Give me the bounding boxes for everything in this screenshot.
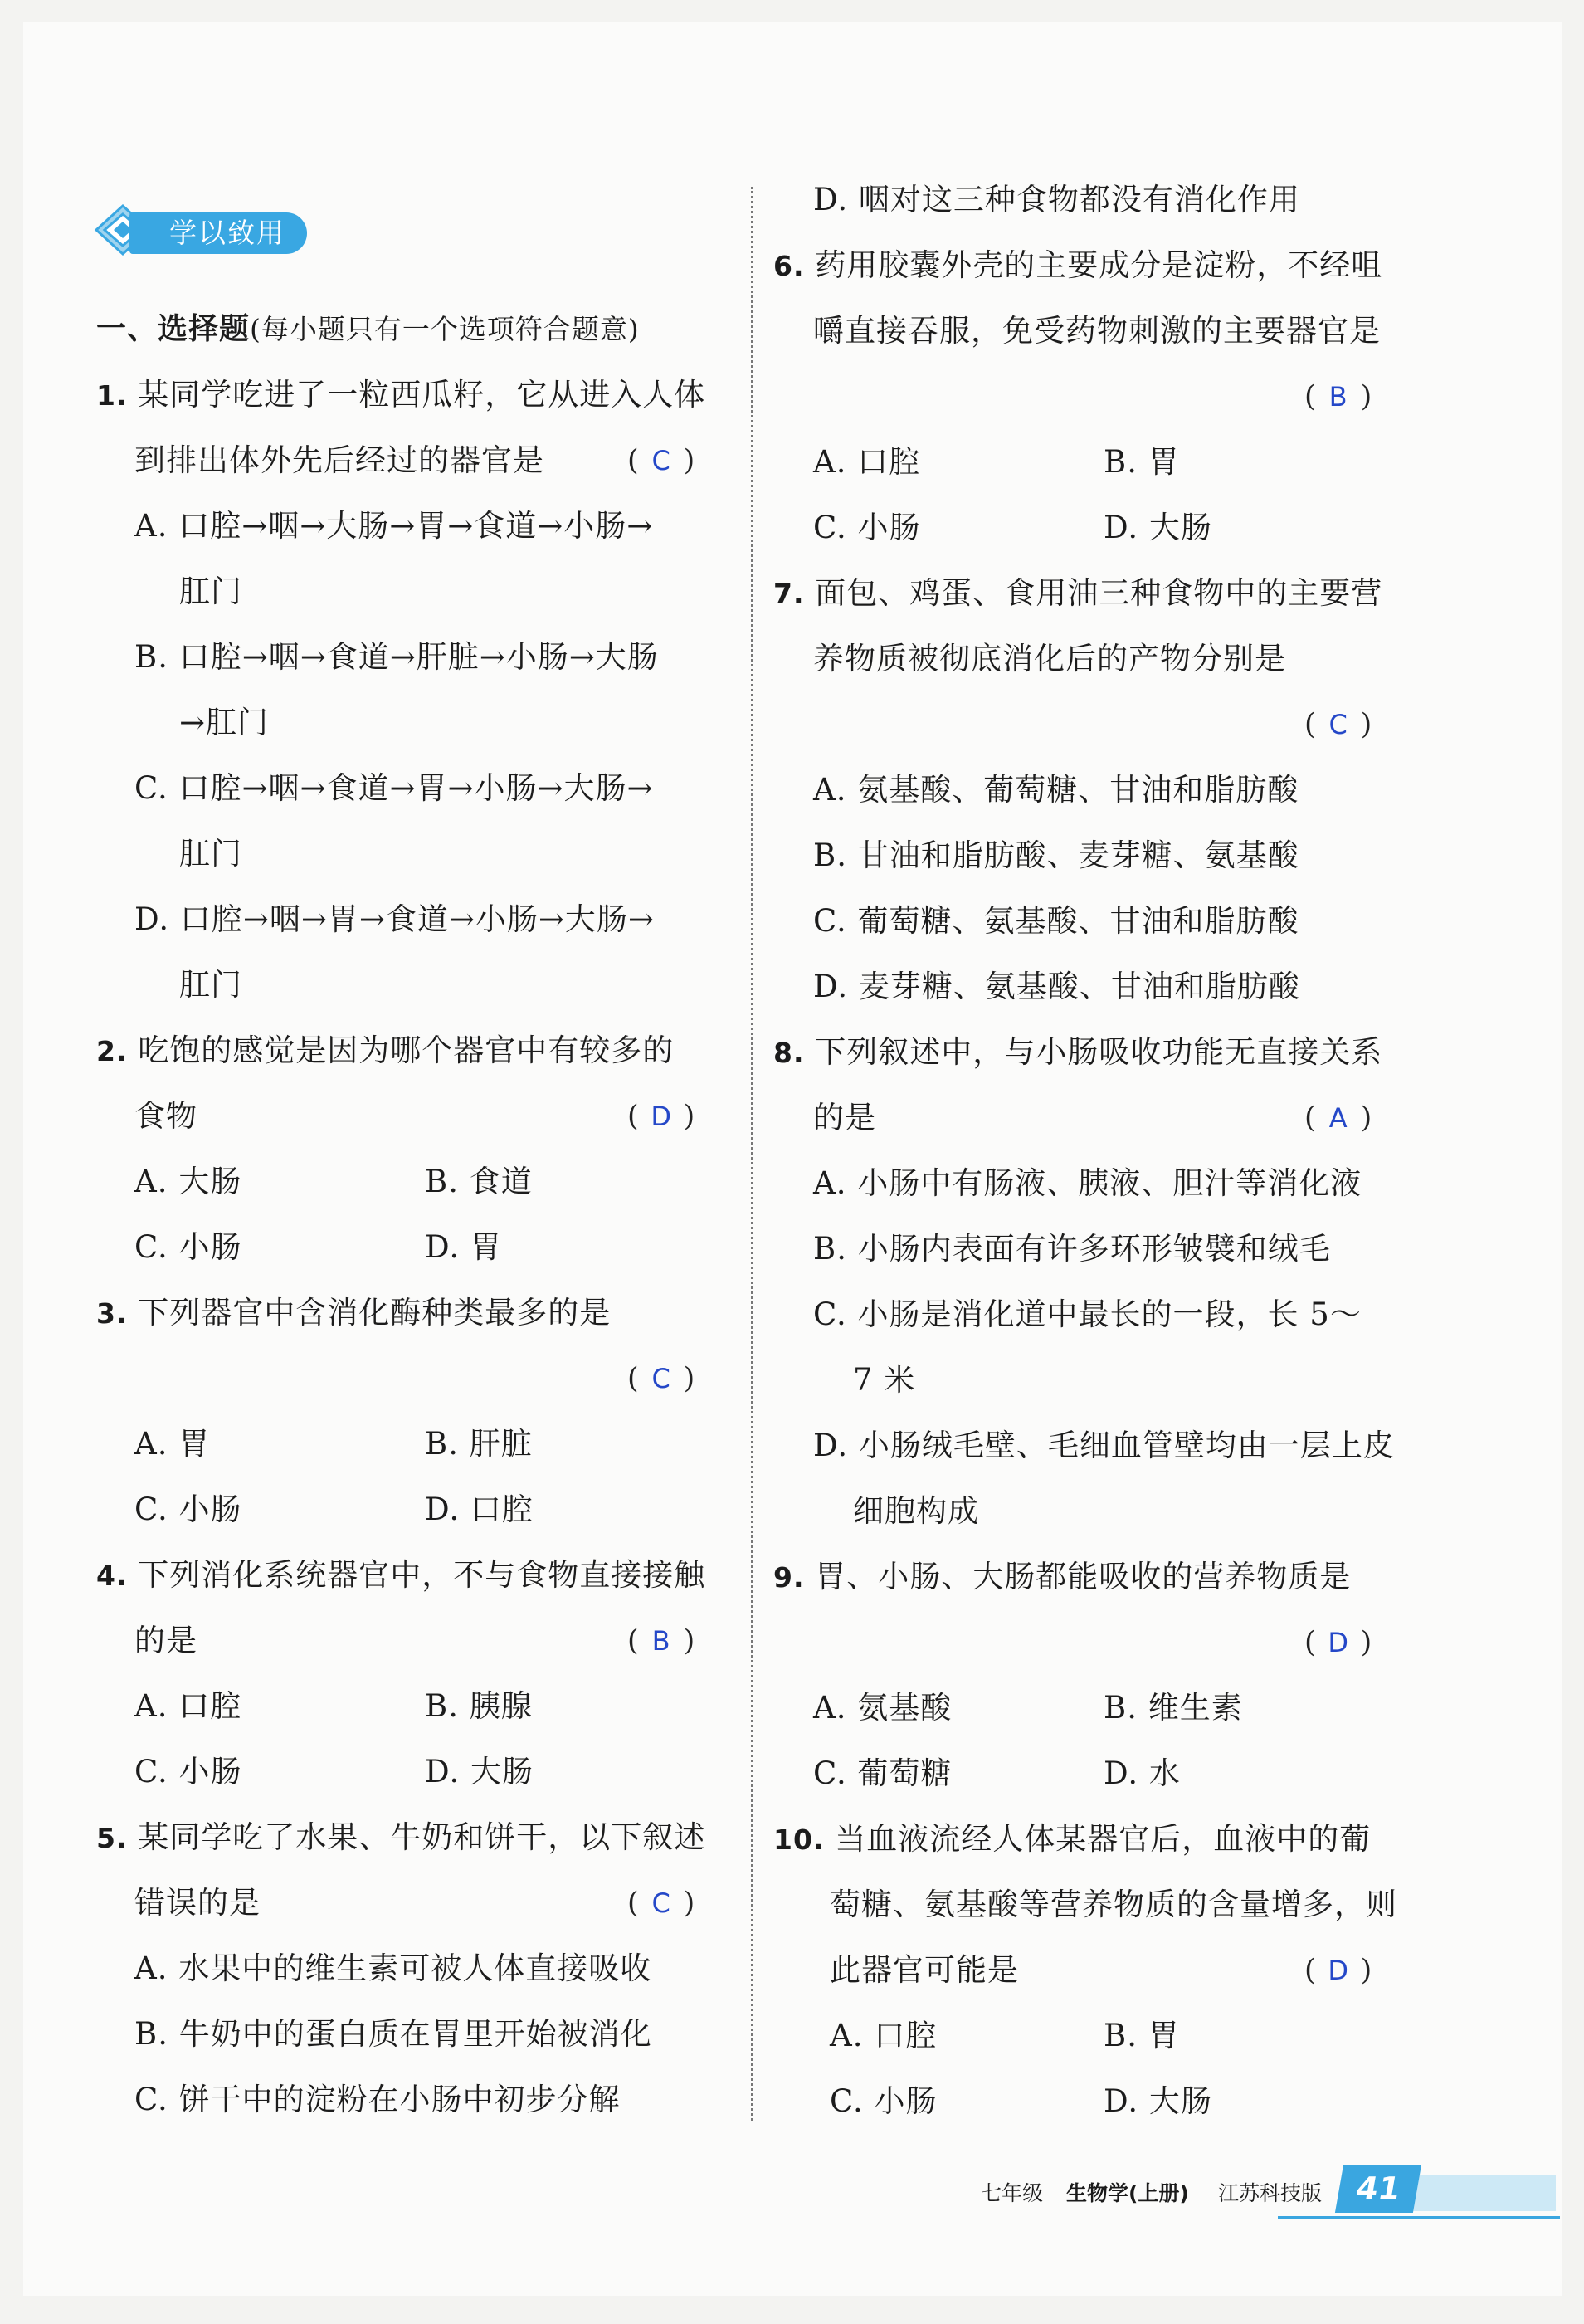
question-number: 8. bbox=[773, 1037, 805, 1069]
question-number: 3. bbox=[96, 1297, 128, 1330]
option-b: B. 胰腺 bbox=[425, 1688, 533, 1724]
option-b: B. 食道 bbox=[425, 1164, 533, 1199]
option-c: C. 小肠 bbox=[134, 1229, 242, 1265]
option-b: B. 胃 bbox=[1104, 2018, 1180, 2053]
option-a: A. 大肠 bbox=[134, 1164, 242, 1199]
answer-blank: ( B ) bbox=[1304, 377, 1372, 417]
option-d: D. 大肠 bbox=[1104, 2083, 1212, 2119]
option-d: D. 口腔→咽→胃→食道→小肠→大肠→ bbox=[134, 901, 655, 937]
question-number: 4. bbox=[96, 1560, 128, 1592]
question-text: 某同学吃进了一粒西瓜籽，它从进入人体 bbox=[138, 377, 706, 413]
question-number: 6. bbox=[773, 250, 805, 282]
page-number: 41 bbox=[1335, 2165, 1421, 2213]
section-title: 一、选择题 bbox=[96, 312, 251, 346]
answer-blank: ( B ) bbox=[627, 1621, 695, 1661]
option-b: B. 牛奶中的蛋白质在胃里开始被消化 bbox=[134, 2016, 652, 2052]
option-c-cont: 7 米 bbox=[853, 1362, 916, 1398]
column-divider bbox=[751, 187, 753, 2121]
answer-letter: C bbox=[651, 1887, 670, 1919]
option-d-cont: 肛门 bbox=[179, 967, 242, 1003]
option-b: B. 维生素 bbox=[1104, 1690, 1243, 1726]
answer-blank: ( C ) bbox=[1304, 705, 1372, 745]
option-c: C. 小肠 bbox=[134, 1492, 242, 1527]
question-text: 某同学吃了水果、牛奶和饼干，以下叙述 bbox=[138, 1819, 706, 1855]
answer-blank: ( D ) bbox=[1304, 1950, 1372, 1990]
option-d: D. 咽对这三种食物都没有消化作用 bbox=[813, 182, 1300, 217]
option-a: A. 口腔→咽→大肠→胃→食道→小肠→ bbox=[134, 508, 654, 544]
option-b: B. 甘油和脂肪酸、麦芽糖、氨基酸 bbox=[813, 837, 1299, 873]
section-heading bbox=[96, 309, 640, 349]
section-badge bbox=[93, 203, 310, 257]
option-a: A. 氨基酸、葡萄糖、甘油和脂肪酸 bbox=[813, 772, 1299, 808]
option-d: D. 小肠绒毛壁、毛细血管壁均由一层上皮 bbox=[813, 1428, 1395, 1463]
option-c-cont: 肛门 bbox=[179, 836, 242, 872]
answer-letter: C bbox=[651, 1363, 670, 1394]
option-a-cont: 肛门 bbox=[179, 574, 242, 609]
option-a: A. 口腔 bbox=[830, 2018, 938, 2053]
option-c: C. 口腔→咽→食道→胃→小肠→大肠→ bbox=[134, 770, 654, 806]
question-text: 当血液流经人体某器官后，血液中的葡 bbox=[835, 1821, 1372, 1857]
answer-letter: A bbox=[1328, 1102, 1348, 1134]
question-text: 此器官可能是 bbox=[830, 1952, 1019, 1988]
option-b: B. 肝脏 bbox=[425, 1426, 533, 1462]
question-number: 10. bbox=[773, 1824, 825, 1856]
option-d: D. 口腔 bbox=[425, 1492, 534, 1527]
question-text: 到排出体外先后经过的器官是 bbox=[134, 442, 544, 478]
option-c: C. 葡萄糖、氨基酸、甘油和脂肪酸 bbox=[813, 903, 1299, 939]
option-d: D. 水 bbox=[1104, 1755, 1181, 1791]
question-text: 下列消化系统器官中，不与食物直接接触 bbox=[138, 1557, 706, 1593]
option-a: A. 胃 bbox=[134, 1426, 211, 1462]
question-number: 2. bbox=[96, 1035, 128, 1067]
question-number: 9. bbox=[773, 1561, 805, 1594]
question-text: 下列叙述中，与小肠吸收功能无直接关系 bbox=[815, 1034, 1383, 1070]
answer-blank: ( D ) bbox=[1304, 1623, 1372, 1662]
footer-grade: 七年级 bbox=[981, 2181, 1044, 2205]
option-a: A. 水果中的维生素可被人体直接吸收 bbox=[134, 1950, 652, 1986]
answer-blank: ( C ) bbox=[627, 1883, 695, 1923]
question-text: 嚼直接吞服，免受药物刺激的主要器官是 bbox=[813, 313, 1381, 349]
question-text: 面包、鸡蛋、食用油三种食物中的主要营 bbox=[815, 575, 1383, 611]
answer-blank: ( D ) bbox=[627, 1096, 695, 1136]
section-note: (每小题只有一个选项符合题意) bbox=[250, 313, 640, 345]
answer-blank: ( C ) bbox=[627, 441, 695, 481]
question-text: 错误的是 bbox=[134, 1885, 261, 1921]
footer-subject: 生物学(上册) bbox=[1066, 2181, 1189, 2205]
question-text: 的是 bbox=[813, 1100, 876, 1135]
option-c: C. 小肠 bbox=[813, 510, 921, 545]
option-a: A. 氨基酸 bbox=[813, 1690, 953, 1726]
option-c: C. 小肠 bbox=[134, 1754, 242, 1789]
option-b: B. 小肠内表面有许多环形皱襞和绒毛 bbox=[813, 1231, 1331, 1267]
question-text: 的是 bbox=[134, 1623, 197, 1658]
answer-letter: D bbox=[1328, 1955, 1348, 1986]
answer-blank: ( C ) bbox=[627, 1359, 695, 1399]
option-d-cont: 细胞构成 bbox=[853, 1493, 979, 1529]
option-d: D. 麦芽糖、氨基酸、甘油和脂肪酸 bbox=[813, 969, 1300, 1004]
question-text: 吃饱的感觉是因为哪个器官中有较多的 bbox=[138, 1033, 675, 1068]
question-number: 5. bbox=[96, 1822, 128, 1854]
option-a: A. 口腔 bbox=[134, 1688, 242, 1724]
option-c: C. 小肠是消化道中最长的一段，长 5～ bbox=[813, 1296, 1362, 1332]
option-d: D. 大肠 bbox=[425, 1754, 534, 1789]
question-number: 7. bbox=[773, 578, 805, 610]
answer-letter: D bbox=[1328, 1627, 1348, 1658]
option-a: A. 小肠中有肠液、胰液、胆汁等消化液 bbox=[813, 1165, 1362, 1201]
option-c: C. 小肠 bbox=[830, 2083, 938, 2119]
answer-letter: C bbox=[651, 445, 670, 476]
option-d: D. 大肠 bbox=[1104, 510, 1212, 545]
answer-letter: B bbox=[1328, 381, 1348, 413]
option-a: A. 口腔 bbox=[813, 444, 921, 480]
option-d: D. 胃 bbox=[425, 1229, 502, 1265]
option-b: B. 口腔→咽→食道→肝脏→小肠→大肠 bbox=[134, 639, 659, 675]
question-text: 养物质被彻底消化后的产物分别是 bbox=[813, 641, 1286, 676]
footer-rule bbox=[1278, 2216, 1560, 2219]
question-text: 药用胶囊外壳的主要成分是淀粉，不经咀 bbox=[815, 247, 1383, 283]
answer-letter: D bbox=[651, 1101, 671, 1132]
option-c: C. 饼干中的淀粉在小肠中初步分解 bbox=[134, 2082, 621, 2117]
answer-letter: B bbox=[651, 1625, 670, 1657]
question-text: 食物 bbox=[134, 1098, 197, 1134]
question-number: 1. bbox=[96, 379, 128, 412]
answer-blank: ( A ) bbox=[1304, 1098, 1372, 1138]
option-c: C. 葡萄糖 bbox=[813, 1755, 953, 1791]
question-text: 下列器官中含消化酶种类最多的是 bbox=[138, 1295, 612, 1330]
question-text: 萄糖、氨基酸等营养物质的含量增多，则 bbox=[830, 1887, 1397, 1922]
option-b-cont: →肛门 bbox=[179, 705, 270, 740]
answer-letter: C bbox=[1328, 709, 1348, 740]
footer-publisher: 江苏科技版 bbox=[1218, 2181, 1323, 2205]
question-text: 胃、小肠、大肠都能吸收的营养物质是 bbox=[815, 1559, 1352, 1594]
option-b: B. 胃 bbox=[1104, 444, 1180, 480]
badge-label: 学以致用 bbox=[169, 217, 285, 249]
